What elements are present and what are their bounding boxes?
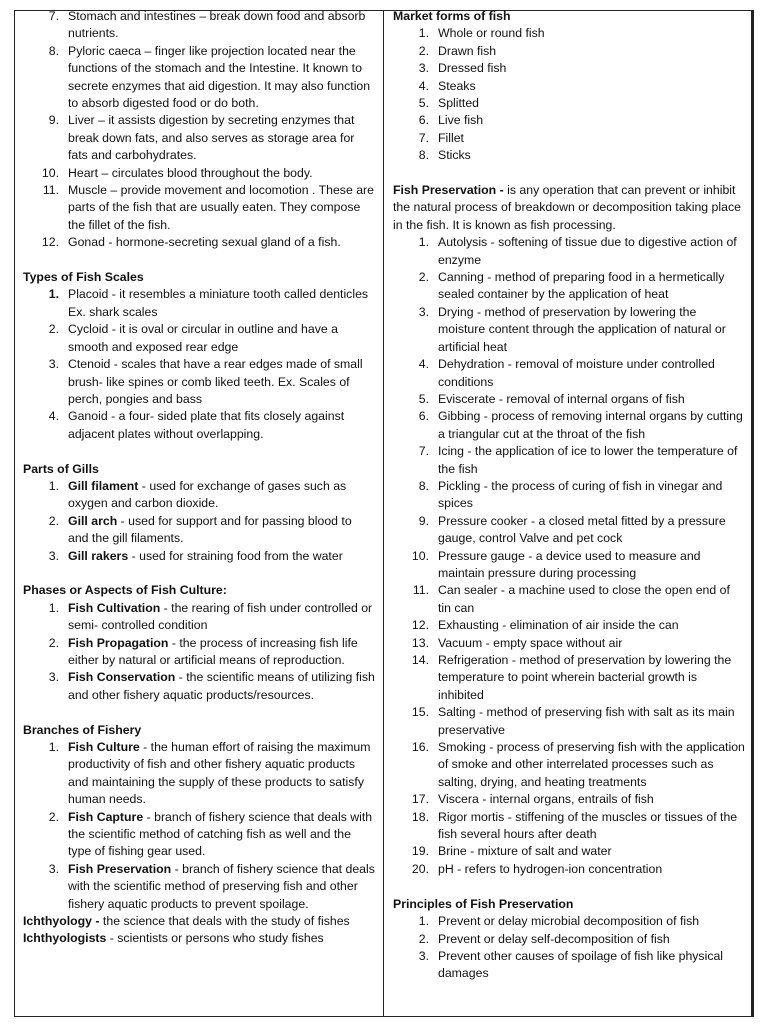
fish-culture-phases-section [23,582,375,704]
fish-scales-section [23,269,375,443]
list-item: 6. Live fish [418,113,484,128]
principles-list [393,913,745,983]
section-heading: Market forms of fish [393,9,511,23]
list-item: 2. Canning - method of preparing food in a hermetically sealed container by the application of heat [418,270,725,302]
list-item: 11. Can sealer - a machine used to close the open end of tin can [412,583,730,615]
branches-list [23,739,375,913]
left-column [23,8,375,948]
list-item: 10. Pressure gauge - a device used to measure and maintain pressure during processing [411,548,701,580]
list-item: 8. Pyloric caeca – finger like projection located near the functions of the stomach and the Intestine. It known to secrete enzymes that aid digestion. It may also function to absorb digested food or do both. [48,43,371,111]
list-item: 9. Liver – it assists digestion by secreting enzymes that break down fats, and also serves as storage area for fats and carbohydrates. [48,113,355,163]
list-item: 4. Dehydration - removal of moisture under controlled conditions [418,357,715,389]
right-column [393,8,745,983]
list-item: 3. Prevent other causes of spoilage of fish like physical damages [418,948,724,981]
list-item: 20. pH - refers to hydrogen-ion concentration [411,861,663,876]
list-item: 15. Salting - method of preserving fish with salt as its main preservative [411,705,735,737]
column-divider [383,10,384,1016]
list-item: 2. Drawn fish [418,43,497,58]
list-item: 1. Gill filament - used for exchange of gases such as oxygen and carbon dioxide. [48,478,347,511]
list-item: 12. Exhausting - elimination of air inside the can [411,618,679,633]
list-item: 1. Prevent or delay microbial decomposition of fish [418,914,700,929]
fish-organs-section [23,8,375,252]
list-item: 1. Fish Culture - the human effort of raising the maximum productivity of fish and other fishery aquatic products and maintaining the supply of these products to satisfy human needs. [48,740,371,807]
section-heading: Phases or Aspects of Fish Culture: [23,583,227,598]
list-item: 17. Viscera - internal organs, entrails of fish [411,792,654,807]
list-item: 1. Whole or round fish [418,26,545,41]
list-item: 19. Brine - mixture of salt and water [411,844,612,859]
section-heading: Branches of Fishery [23,722,142,737]
list-item: 6. Gibbing - process of removing internal organs by cutting a triangular cut at the throat of the fish [418,409,743,441]
list-item: 1. Autolysis - softening of tissue due to digestive action of enzyme [418,235,737,267]
list-item: 13. Vacuum - empty space without air [411,635,623,650]
gills-list [23,478,375,565]
market-forms-list [393,25,745,164]
list-item: 2. Fish Propagation - the process of increasing fish life either by natural or artificial means of reproduction. [48,635,358,667]
parts-of-gills-section [23,461,375,565]
branches-of-fishery-section [23,722,375,948]
right-border [751,10,753,1016]
list-item: 11. Muscle – provide movement and locomotion . These are parts of the fish that are usually eaten. They compose the fillet of the fish. [42,183,374,232]
principles-section [393,896,745,983]
list-item: 8. Pickling - the process of curing of fish in vinegar and spices [418,478,723,511]
list-item: 8. Sticks [418,148,471,163]
list-item: 3. Dressed fish [418,61,507,76]
list-item: 2. Prevent or delay self-decomposition of fish [418,931,670,946]
list-item: 1. Fish Cultivation - the rearing of fish under controlled or semi- controlled condition [48,600,373,633]
list-item: 2. Gill arch - used for support and for passing blood to and the gill filaments. [48,513,352,546]
list-item: 7. Icing - the application of ice to lower the temperature of the fish [418,444,738,476]
bottom-rule [14,1016,754,1017]
list-item: 3. Fish Preservation - branch of fishery science that deals with the scientific method of preserving fish and other fishery aquatic products to prevent spoilage. [48,861,375,911]
culture-phases-list [23,600,375,704]
fish-scales-list [23,286,375,443]
section-heading: Principles of Fish Preservation [393,896,574,911]
section-heading: Types of Fish Scales [23,270,144,285]
list-item: 3. Drying - method of preservation by lowering the moisture content through the application of natural or artificial heat [418,304,726,354]
list-item: 3. Ctenoid - scales that have a rear edges made of small brush- like spines or comb liked teeth. Ex. Scales of perch, pongies and bass [48,357,363,406]
list-item: 4. Steaks [418,78,476,93]
list-item: 7. Fillet [418,130,464,145]
definition-ichthyologists: Ichthyologists - scientists or persons who study fishes [23,931,324,946]
list-item: 2. Cycloid - it is oval or circular in outline and have a smooth and exposed rear edge [48,322,338,354]
list-item: 3. Fish Conservation - the scientific means of utilizing fish and other fishery aquatic products/resources. [48,670,375,702]
fish-organs-list [23,8,375,252]
list-item: 5. Splitted [418,96,480,111]
section-heading: Parts of Gills [23,461,99,476]
list-item: 5. Eviscerate - removal of internal organs of fish [418,391,685,406]
list-item: 7. Stomach and intestines – break down food and absorb nutrients. [48,9,366,41]
list-item: 4. Ganoid - a four- sided plate that fits closely against adjacent plates without overlapping. [48,409,345,441]
fish-preservation-section [393,182,745,878]
list-item: 3. Gill rakers - used for straining food from the water [48,548,343,563]
market-forms-section [393,8,745,165]
list-item: 10. Heart – circulates blood throughout the body. [41,165,313,180]
definition-ichthyology: Ichthyology - the science that deals with the study of fishes [23,914,350,929]
list-item: 16. Smoking - process of preserving fish with the application of smoke and other interrelated processes such as salting, drying, and heating treatments [411,740,745,789]
list-item: 2. Fish Capture - branch of fishery science that deals with the scientific method of catching fish as well and the type of fishing gear used. [48,809,373,859]
preservation-terms-list [393,234,745,878]
list-item: 9. Pressure cooker - a closed metal fitted by a pressure gauge, control Valve and pet cock [418,513,726,546]
list-item: 1. Placoid - it resembles a miniature tooth called denticles Ex. shark scales [48,287,369,319]
list-item: 12. Gonad - hormone-secreting sexual gland of a fish. [41,235,341,250]
fish-preservation-intro: Fish Preservation - is any operation that can prevent or inhibit the natural process of breakdown or decomposition taking place in the fish. It is known as fish processing. [393,183,741,232]
list-item: 18. Rigor mortis - stiffening of the muscles or tissues of the fish several hours after death [411,809,738,842]
list-item: 14. Refrigeration - method of preservation by lowering the temperature to point wherein bacterial growth is inhibited [411,653,732,702]
